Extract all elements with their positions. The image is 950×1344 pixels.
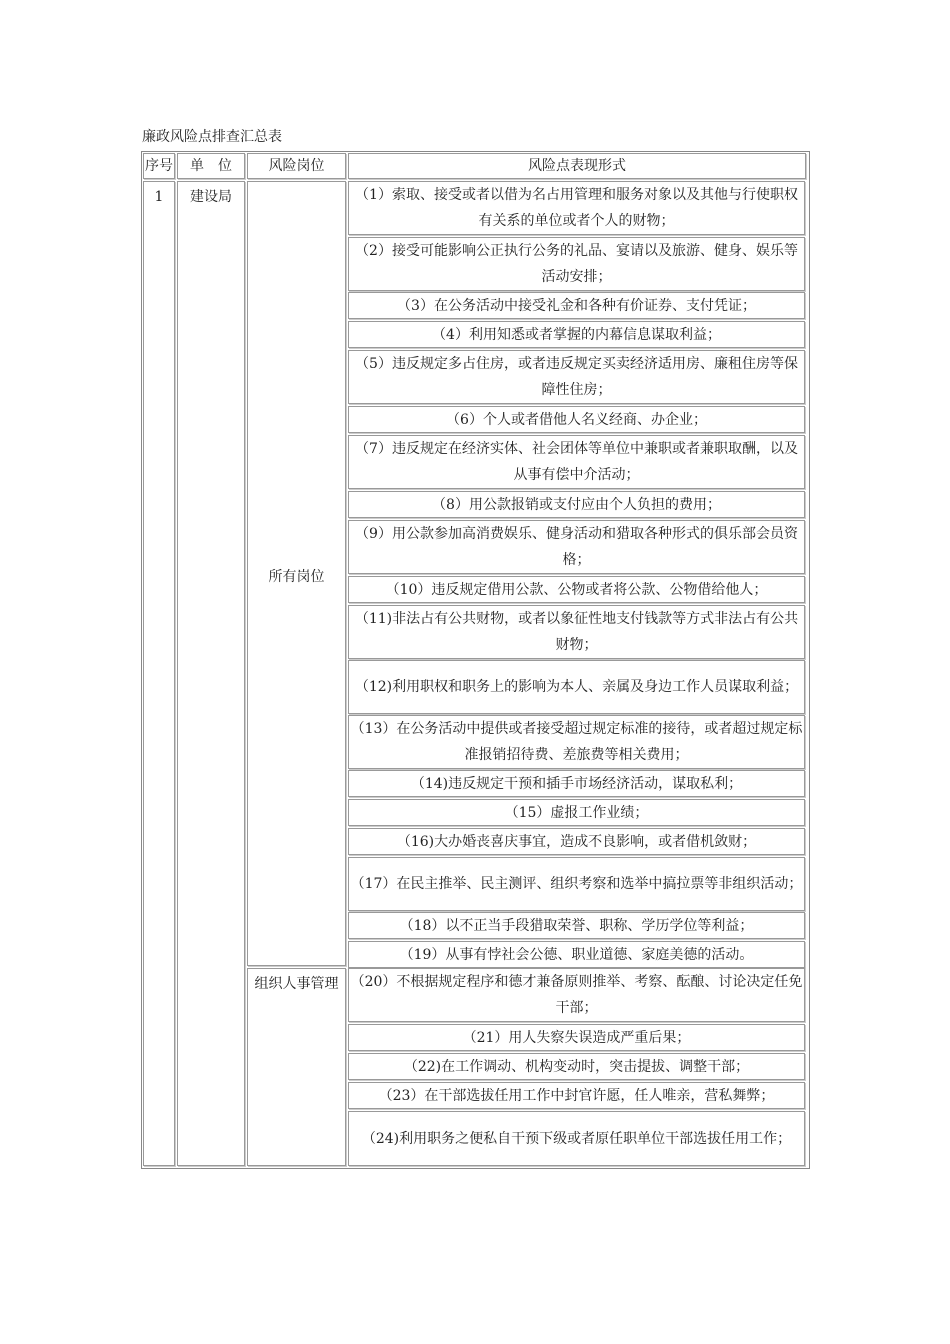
risk-item: （13）在公务活动中提供或者接受超过规定标准的接待，或者超过规定标准报销招待费、差旅费等相关费用； (348, 715, 805, 769)
post-label-all: 所有岗位 (268, 569, 325, 585)
post-label-personnel: 组织人事管理 (254, 976, 339, 992)
risk-item: （19）从事有悖社会公德、职业道德、家庭美德的活动。 (348, 941, 805, 968)
risk-item: （5）违反规定多占住房，或者违反规定买卖经济适用房、廉租住房等保障性住房； (348, 350, 805, 404)
header-post: 风险岗位 (247, 153, 346, 179)
header-risk: 风险点表现形式 (348, 153, 806, 179)
risk-item: （7）违反规定在经济实体、社会团体等单位中兼职或者兼职取酬，以及从事有偿中介活动； (348, 435, 805, 489)
unit-cell (177, 181, 245, 1166)
risk-item: （9）用公款参加高消费娱乐、健身活动和猎取各种形式的俱乐部会员资格； (348, 520, 805, 574)
risk-item: （24)利用职务之便私自干预下级或者原任职单位干部选拔任用工作； (348, 1111, 805, 1166)
risk-item: （3）在公务活动中接受礼金和各种有价证券、支付凭证； (348, 292, 805, 319)
header-num: 序号 (143, 153, 175, 179)
table-title: 廉政风险点排查汇总表 (142, 129, 282, 145)
risk-item: （20）不根据规定程序和德才兼备原则推举、考察、酝酿、讨论决定任免干部； (348, 968, 805, 1022)
risk-item: （21）用人失察失误造成严重后果； (348, 1024, 805, 1051)
post-cell-personnel (247, 968, 346, 1166)
risk-item: （15）虚报工作业绩； (348, 799, 805, 826)
risk-item: （11)非法占有公共财物，或者以象征性地支付钱款等方式非法占有公共财物； (348, 605, 805, 659)
risk-item: （23）在干部选拔任用工作中封官许愿，任人唯亲，营私舞弊； (348, 1082, 805, 1109)
risk-item: （14)违反规定干预和插手市场经济活动，谋取私利； (348, 770, 805, 797)
risk-item: （2）接受可能影响公正执行公务的礼品、宴请以及旅游、健身、娱乐等活动安排； (348, 237, 805, 291)
risk-item: （22)在工作调动、机构变动时，突击提拔、调整干部； (348, 1053, 805, 1080)
risk-item: （6）个人或者借他人名义经商、办企业； (348, 406, 805, 433)
risk-item: （10）违反规定借用公款、公物或者将公款、公物借给他人； (348, 576, 805, 603)
risk-item: （8）用公款报销或支付应由个人负担的费用； (348, 491, 805, 518)
risk-item: （18）以不正当手段猎取荣誉、职称、学历学位等利益； (348, 912, 805, 939)
risk-item: （17）在民主推举、民主测评、组织考察和选举中搞拉票等非组织活动； (348, 857, 805, 911)
row-number: 1 (154, 189, 164, 205)
unit-name: 建设局 (190, 189, 232, 205)
risk-item: （12)利用职权和职务上的影响为本人、亲属及身边工作人员谋取利益； (348, 660, 805, 714)
risk-item: （16)大办婚丧喜庆事宜，造成不良影响，或者借机敛财； (348, 828, 805, 855)
risk-item: （1）索取、接受或者以借为名占用管理和服务对象以及其他与行使职权有关系的单位或者个人的财物； (348, 181, 805, 235)
row-number-cell (143, 181, 175, 1166)
post-cell-all (247, 181, 346, 966)
header-unit: 单 位 (177, 153, 245, 179)
risk-item: （4）利用知悉或者掌握的内幕信息谋取利益； (348, 321, 805, 348)
